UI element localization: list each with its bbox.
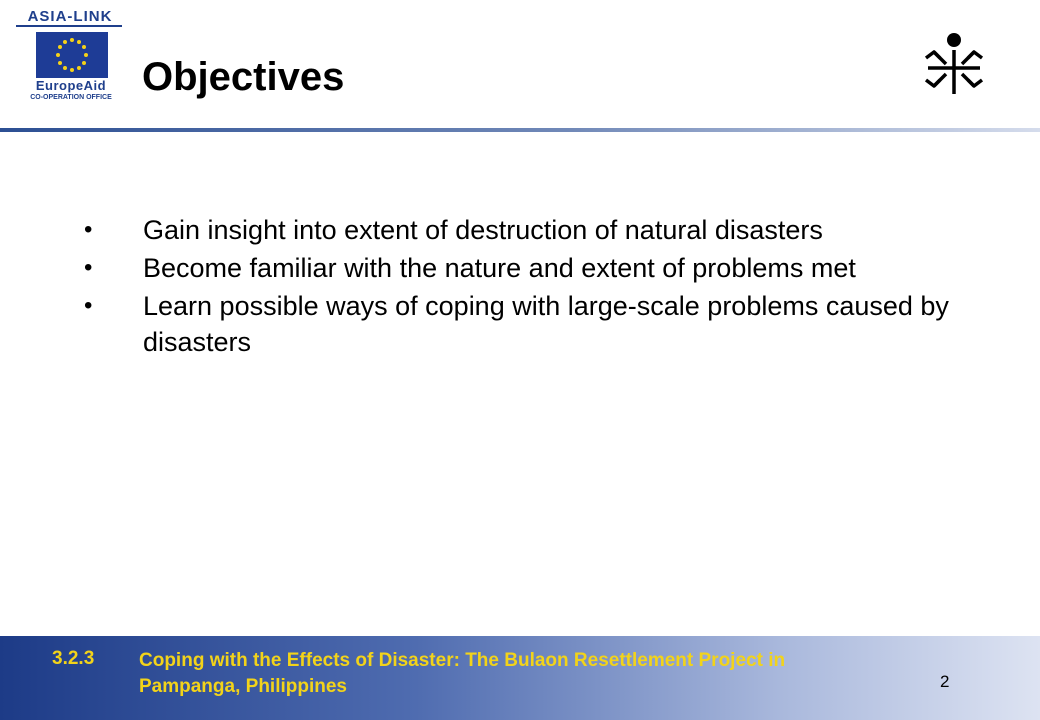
eu-stars-icon xyxy=(36,32,108,78)
objectives-list xyxy=(78,212,958,362)
footer-bar xyxy=(0,636,1040,720)
bullet-icon: • xyxy=(84,254,93,281)
bullet-icon: • xyxy=(84,216,93,243)
logo-asia-link-text: ASIA-LINK xyxy=(27,8,113,25)
logo-europeaid-text: EuropeAid xyxy=(35,78,107,93)
list-item xyxy=(78,212,958,248)
list-item-text: Gain insight into extent of destruction of natural disasters xyxy=(143,215,823,245)
list-item-text: Learn possible ways of coping with large-scale problems caused by disasters xyxy=(143,291,949,357)
logo-cooperation-text: CO-OPERATION OFFICE xyxy=(30,94,112,101)
list-item xyxy=(78,288,958,360)
section-title: Coping with the Effects of Disaster: The Bulaon Resettlement Project in Pampanga, Philippines xyxy=(139,650,786,697)
logo-underline xyxy=(16,25,122,27)
page-number: 2 xyxy=(940,672,950,691)
bullet-icon: • xyxy=(84,292,93,319)
eu-flag xyxy=(36,32,108,78)
slide-title: Objectives xyxy=(142,55,345,99)
list-item xyxy=(78,250,958,286)
asia-link-logo xyxy=(10,8,128,106)
emblem-icon xyxy=(920,30,984,100)
list-item-text: Become familiar with the nature and extent of problems met xyxy=(143,253,856,283)
section-code: 3.2.3 xyxy=(52,648,95,669)
title-divider xyxy=(0,128,1040,132)
